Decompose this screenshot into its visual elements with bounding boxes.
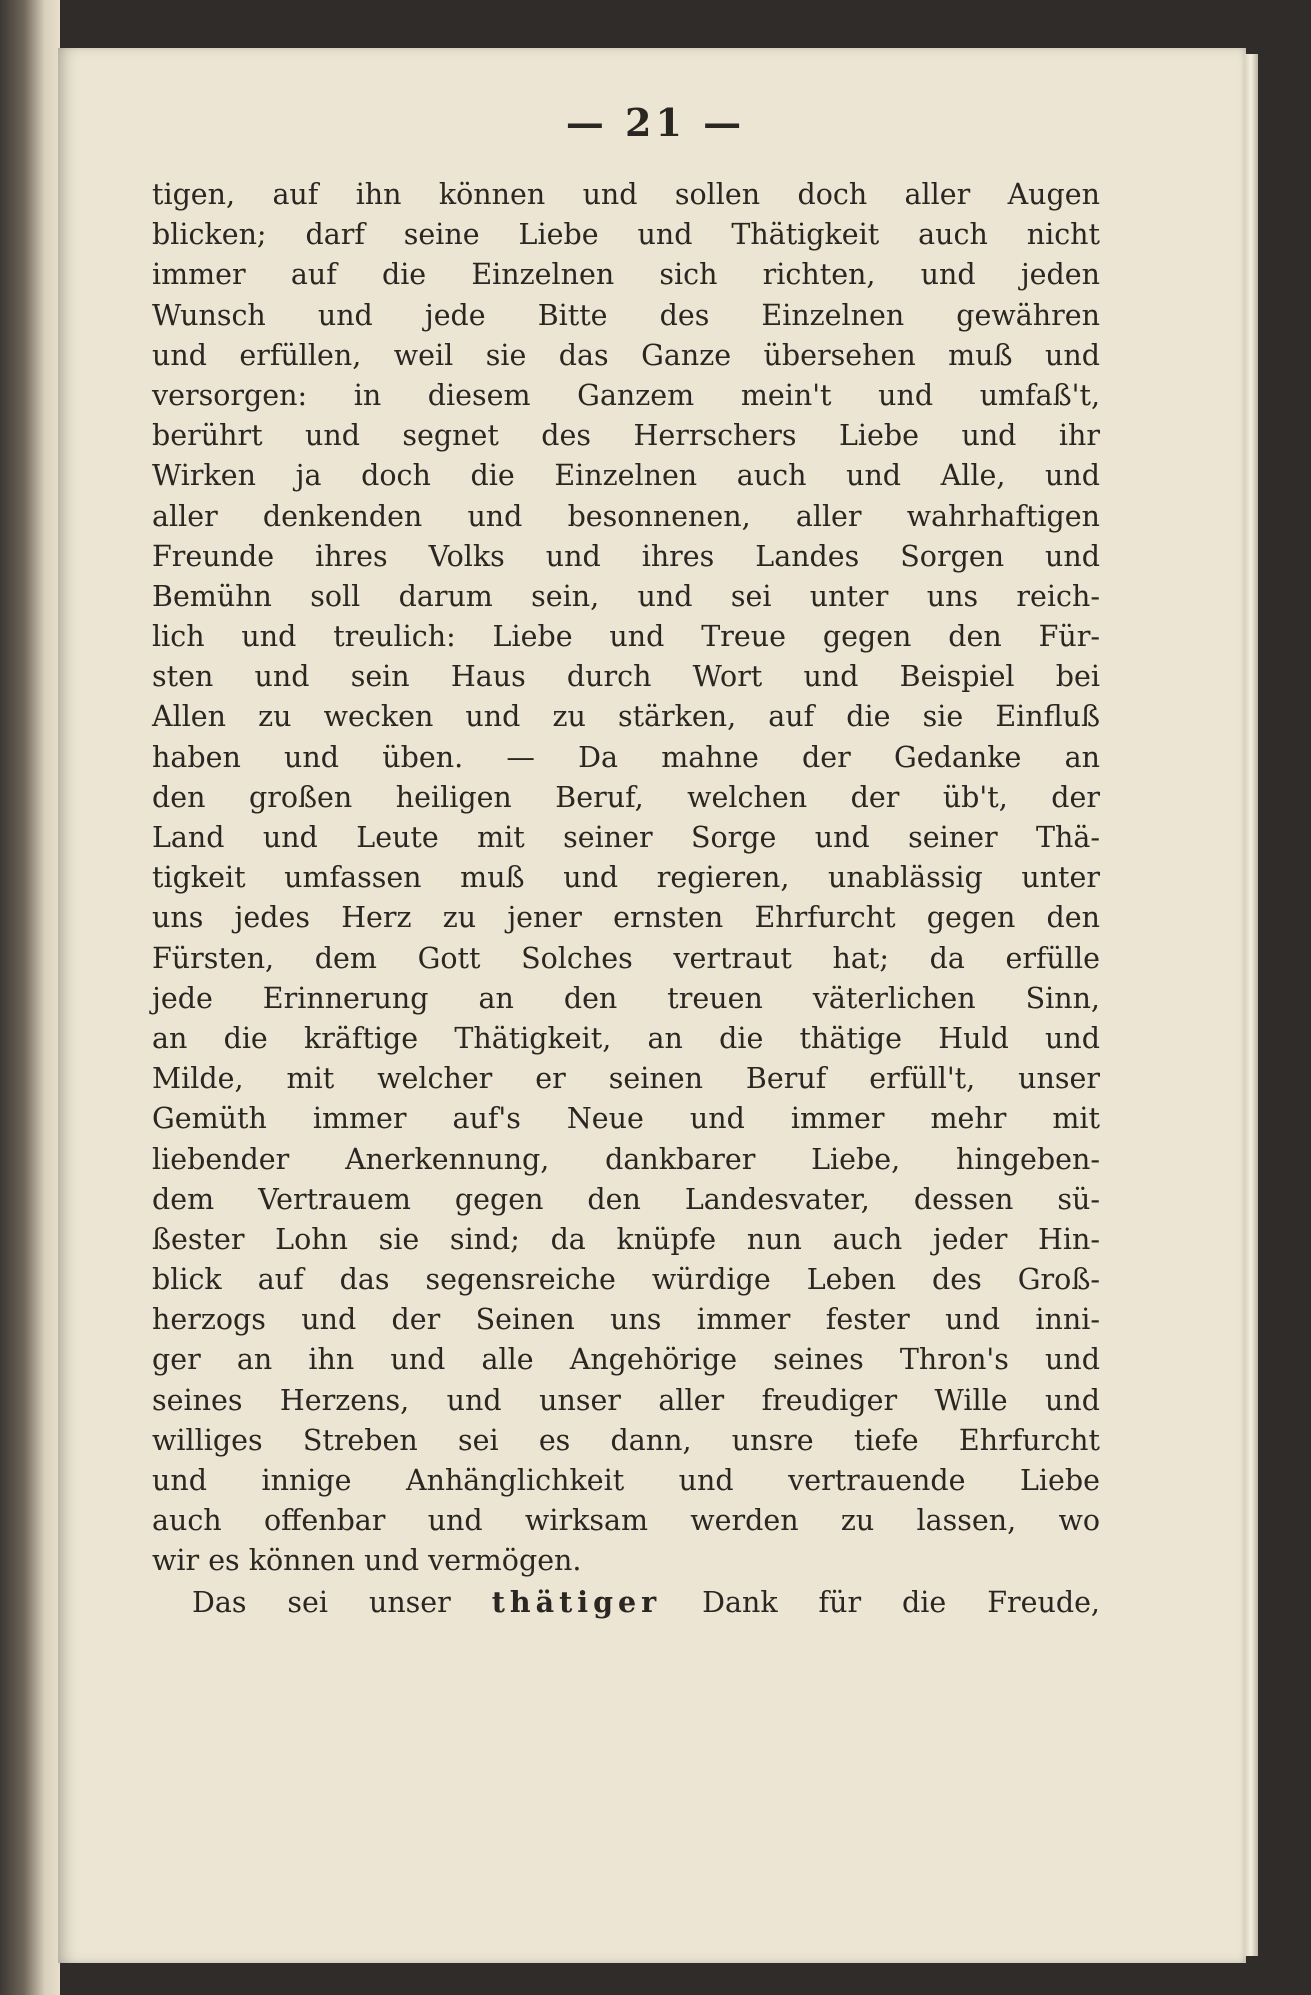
body-text [152, 175, 1100, 1622]
text-line: versorgen: in diesem Ganzem mein't und umfaß't, [152, 378, 1100, 412]
page-number: — 21 — [565, 100, 746, 145]
text-line: und innige Anhänglichkeit und vertrauende Liebe [152, 1464, 1100, 1497]
text-line: auch offenbar und wirksam werden zu lassen, wo [152, 1504, 1100, 1538]
text-line: immer auf die Einzelnen sich richten, und jeden [152, 258, 1100, 292]
text-line: Wirken ja doch die Einzelnen auch und Alle, und [152, 459, 1100, 493]
text-line: herzogs und der Seinen uns immer fester und inni- [152, 1303, 1100, 1337]
text-line: seines Herzens, und unser aller freudiger Wille und [152, 1383, 1100, 1417]
left-page-edge [0, 0, 60, 1995]
text-line: ßester Lohn sie sind; da knüpfe nun auch jeder Hin- [152, 1222, 1100, 1256]
text-line: jede Erinnerung an den treuen väterlichen Sinn, [152, 981, 1100, 1015]
text-line: blicken; darf seine Liebe und Thätigkeit auch nicht [152, 218, 1100, 252]
final-line-end: Dank für die Freude, [661, 1585, 1100, 1619]
text-line: williges Streben sei es dann, unsre tiefe Ehrfurcht [152, 1423, 1100, 1457]
text-line: den großen heiligen Beruf, welchen der üb't, der [152, 780, 1100, 814]
text-line: aller denkenden und besonnenen, aller wahrhaftigen [152, 499, 1100, 533]
text-line: lich und treulich: Liebe und Treue gegen den Für- [152, 620, 1100, 654]
text-line: Bemühn soll darum sein, und sei unter uns reich- [152, 579, 1100, 613]
text-line: dem Vertrauem gegen den Landesvater, dessen sü- [152, 1182, 1100, 1216]
text-line: wir es können und vermögen. [152, 1544, 582, 1578]
text-line: berührt und segnet des Herrschers Liebe und ihr [152, 419, 1100, 453]
text-line: Land und Leute mit seiner Sorge und seiner Thä- [152, 821, 1100, 854]
text-line: Fürsten, dem Gott Solches vertraut hat; da erfülle [152, 941, 1100, 975]
final-line [152, 1582, 1100, 1622]
emphasized-word: thätiger [491, 1584, 662, 1619]
text-line: liebender Anerkennung, dankbarer Liebe, hingeben- [152, 1142, 1100, 1176]
page-stack-edge [1244, 54, 1258, 1956]
text-line: sten und sein Haus durch Wort und Beispiel bei [152, 660, 1100, 694]
text-line: Gemüth immer auf's Neue und immer mehr mit [152, 1102, 1100, 1136]
text-line: Freunde ihres Volks und ihres Landes Sorgen und [152, 539, 1100, 573]
text-line: tigkeit umfassen muß und regieren, unablässig unter [152, 861, 1100, 895]
text-line: Milde, mit welcher er seinen Beruf erfüll't, unser [152, 1062, 1100, 1096]
text-line: und erfüllen, weil sie das Ganze übersehen muß und [152, 338, 1100, 372]
text-lines [152, 175, 1100, 1582]
text-line: tigen, auf ihn können und sollen doch aller Augen [152, 178, 1100, 211]
text-line: Wunsch und jede Bitte des Einzelnen gewähren [152, 298, 1100, 332]
text-line: an die kräftige Thätigkeit, an die thätige Huld und [152, 1021, 1100, 1055]
text-line: Allen zu wecken und zu stärken, auf die sie Einfluß [152, 700, 1100, 734]
text-line: ger an ihn und alle Angehörige seines Thron's und [152, 1343, 1100, 1377]
final-line-start: Das sei unser [192, 1585, 492, 1619]
text-line: blick auf das segensreiche würdige Leben des Groß- [152, 1263, 1100, 1297]
text-line: uns jedes Herz zu jener ernsten Ehrfurcht gegen den [152, 901, 1100, 935]
text-line: haben und üben. — Da mahne der Gedanke an [152, 740, 1100, 774]
